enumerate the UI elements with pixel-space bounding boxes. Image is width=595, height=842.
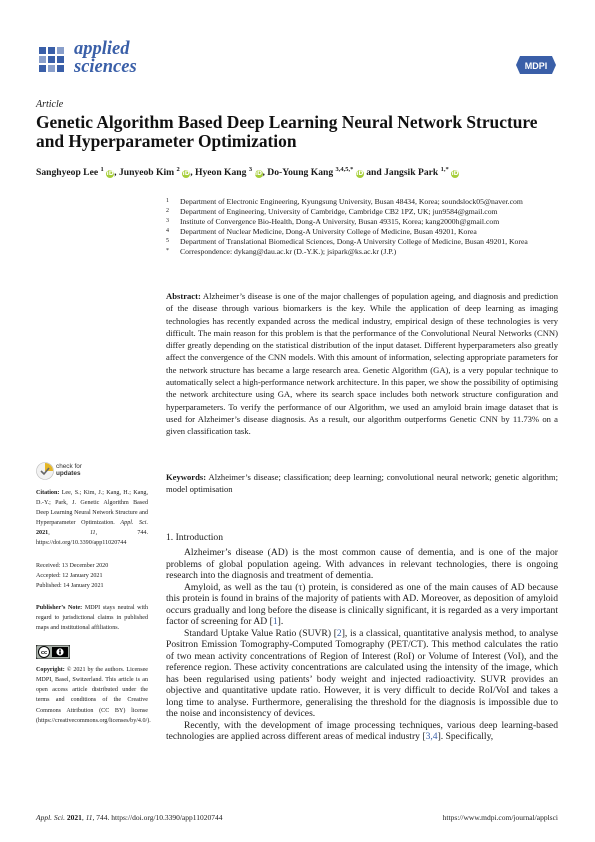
footer-citation: Appl. Sci. 2021, 11, 744. https://doi.org/10.3390/app11020744 <box>36 813 223 822</box>
cc-logo-text: cc <box>40 650 48 657</box>
check-updates-line1: check for <box>56 463 82 470</box>
check-for-updates-button[interactable] <box>36 461 126 483</box>
affiliation-number: 3 <box>166 218 169 225</box>
orcid-icon[interactable]: iD <box>254 170 263 178</box>
author-affiliation-sup: 3 <box>248 166 253 173</box>
author-list: Sanghyeop Lee $^1$ iD, Junyeob Kim $^2$ iD, Hyeon Kang $^3$ iD, Do-Young Kang $^{3,4,5,*}$ iD and Jangsik Park $^{1,*}$ iD <box>36 166 459 179</box>
author-name: Jangsik Park <box>384 167 441 179</box>
author-name: Sanghyeop Lee <box>36 167 101 179</box>
affiliation-text: Department of Electronic Engineering, Kyungsung University, Busan 48434, Korea; soundslock05@naver.com <box>180 197 523 206</box>
orcid-icon[interactable]: iD <box>451 170 459 178</box>
citation-year: 2021 <box>36 530 49 537</box>
affiliation-text: Department of Nuclear Medicine, Dong-A University College of Medicine, Busan 49201, Korea <box>180 227 477 237</box>
journal-name-line2: sciences <box>74 57 137 77</box>
dates <box>36 561 148 591</box>
affiliation-number: 2 <box>166 208 169 215</box>
affiliation-item <box>166 217 566 227</box>
page-footer <box>36 813 558 822</box>
author-affiliation-sup: 1,* <box>440 166 449 173</box>
abstract <box>166 290 558 438</box>
mdpi-logo-text: MDPI <box>524 61 548 71</box>
accepted-date: Accepted: 12 January 2021 <box>36 572 103 579</box>
affiliation-item <box>166 247 566 257</box>
citation-link[interactable]: 3,4 <box>425 731 438 742</box>
mdpi-logo[interactable] <box>516 54 556 76</box>
affiliation-number: 1 <box>166 198 169 204</box>
author[interactable] <box>195 167 263 178</box>
affiliations <box>166 197 566 258</box>
publishers-note <box>36 603 148 633</box>
paper-title: Genetic Algorithm Based Deep Learning Neural Network Structure and Hyperparameter Optimization <box>36 112 538 151</box>
citation-link[interactable]: 1 <box>272 616 278 627</box>
abstract-label: Abstract: <box>166 291 201 301</box>
paragraph: Alzheimer’s disease (AD) is the most common cause of dementia, and is one of the major problems of global population ageing. With advances in relevant technologies, there is ongoing research into the diagnosis and treatment of dementia. <box>166 547 558 581</box>
journal-logo-icon <box>36 44 68 76</box>
author-affiliation-sup: 2 <box>176 166 180 173</box>
citation-volume: 11 <box>89 530 96 537</box>
author-name: Do-Young Kang <box>267 167 336 179</box>
author[interactable] <box>384 167 459 178</box>
paragraph: Amyloid, as well as the tau (τ) protein, is considered as one of the main causes of AD because this protein is found in brains of the majority of patients with AD. Moreover, as deposition of amyloid occurs gradually and long before the disease is clinically significant, it is regarded as a very important factor of screening for AD [1]. <box>166 581 558 627</box>
citation-journal: Appl. Sci. <box>120 520 148 527</box>
cc-by-license-icon[interactable] <box>36 645 70 659</box>
affiliation-item <box>166 237 566 247</box>
citation-label: Citation: <box>36 490 60 496</box>
publishers-note-text: MDPI stays neutral with regard to jurisdictional claims in published maps and institutional affiliations. <box>36 604 149 632</box>
journal-name-line1: applied <box>74 39 130 59</box>
affiliation-number: 5 <box>166 238 169 245</box>
author-name: Hyeon Kang <box>195 167 249 179</box>
journal-name[interactable] <box>74 40 137 76</box>
keywords <box>166 471 558 496</box>
citation-text: Lee, S.; Kim, J.; Kang, H.; Kang, D.-Y.; Park, J. Genetic Algorithm Based Deep Learning Neural Network Structure and Hyperparameter Optimization. <box>36 490 148 527</box>
author[interactable] <box>267 167 364 178</box>
copyright-text: © 2021 by the authors. Licensee MDPI, Basel, Switzerland. This article is an open access article distributed under the terms and conditions of the Creative Commons Attribution (CC BY) license (https://creativecommons.org/licenses/by/4.0/). <box>36 667 151 724</box>
citation: Citation: Lee, S.; Kim, J.; Kang, H.; Kang, D.-Y.; Park, J. Genetic Algorithm Based Deep Learning Neural Network Structure and Hyperparameter Optimization. Appl. Sci. 2021, 11, 744. https://doi.org/10.3390/app11020744 <box>36 490 148 547</box>
author[interactable] <box>36 167 114 178</box>
author[interactable] <box>119 167 190 178</box>
abstract-text: Alzheimer’s disease is one of the major challenges of population ageing, and diagnosis and prediction of the disease through various biomarkers is the key. While the application of deep learning as imaging technologies has recently expanded across the medical industry, empirical design of these technologies is very difficult. The main reason for this problem is that the performance of the Convolutional Neural Networks (CNN) differ greatly depending on the statistical distribution of the input dataset. Different hyperparameters also greatly affect the convergence of the CNN models. With this amount of information, selecting appropriate parameters for the network structure has became a large research area. Genetic Algorithm (GA), is a very popular technique to automatically select a high-performance network architecture. In this paper, we show the possibility of optimising the network architecture using GA, where its search space includes both network structure configuration and hyperparameters. To verify the performance of our Algorithm, we used an amyloid brain image dataset that is used for Alzheimer’s disease diagnosis. As a result, our algorithm outperforms Genetic CNN by 11.73% on a given classification task. <box>166 291 558 437</box>
affiliation-item <box>166 207 566 217</box>
orcid-icon[interactable]: iD <box>356 170 364 178</box>
copyright-label: Copyright: <box>36 667 65 674</box>
body-text <box>166 547 558 743</box>
received-date: Received: 13 December 2020 <box>36 562 109 569</box>
author-name: Junyeob Kim <box>118 167 177 179</box>
paragraph: Recently, with the development of image processing techniques, various deep learning-based technologies are applied across different areas of medical industry [3,4]. Specifically, <box>166 719 558 742</box>
keywords-label: Keywords: <box>166 472 207 482</box>
author-affiliation-sup: 3,4,5,* <box>335 166 354 173</box>
citation-doi[interactable]: , 744. https://doi.org/10.3390/app11020744 <box>36 530 148 547</box>
author-affiliation-sup: 1 <box>100 166 104 173</box>
affiliation-text: Institute of Convergence Bio-Health, Dong-A University, Busan 49315, Korea; kang2000h@gmail.com <box>180 217 500 227</box>
footer-journal-url[interactable]: https://www.mdpi.com/journal/applsci <box>442 813 558 822</box>
keywords-text: Alzheimer’s disease; classification; deep learning; convolutional neural network; genetic algorithm; model optimisation <box>166 472 558 495</box>
affiliation-text: Correspondence: dykang@dau.ac.kr (D.-Y.K.); jsipark@ks.ac.kr (J.P.) <box>180 247 397 257</box>
article-type: Article <box>36 99 64 110</box>
copyright <box>36 665 151 726</box>
orcid-icon[interactable]: iD <box>106 170 114 178</box>
section-heading: 1. Introduction <box>166 532 224 543</box>
sidebar <box>36 488 151 738</box>
affiliation-text: Department of Translational Biomedical Sciences, Dong-A University College of Medicine, Busan 49201, Korea <box>180 237 528 247</box>
published-date: Published: 14 January 2021 <box>36 582 104 589</box>
check-updates-icon <box>36 461 54 481</box>
affiliation-item <box>166 227 566 237</box>
orcid-icon[interactable]: iD <box>182 170 190 178</box>
affiliation-text: Department of Engineering, University of Cambridge, Cambridge CB2 1PZ, UK; jun9584@gmail.com <box>180 207 498 217</box>
publishers-note-label: Publisher’s Note: <box>36 604 83 611</box>
affiliation-number: 4 <box>166 228 169 235</box>
affiliation-number: * <box>166 248 169 255</box>
affiliation-item <box>166 197 566 207</box>
check-updates-line2: updates <box>56 470 81 477</box>
citation-link[interactable]: 2 <box>336 627 342 639</box>
paragraph: Standard Uptake Value Ratio (SUVR) [2], is a classical, quantitative analysis method, to analyse Positron Emission Tomography-Computed Tomography (PET/CT). This method calculates the ratio of two mean activity concentrations of Region of Interest (RoI) or Volume of Interest (VoI), and the reference region. These activity concentrations are calculated using the intensity of the image, which has been regularised using patients’ body weight and injected radioactivity. SUVR provides an objective and quantitative update ratio. However, it is very difficult to decide RoI/VoI and takes a long time to analyse. Furthermore, generalising the threshold for the diagnosis is impossible due to the noise and inconsistency of devices. <box>166 627 558 719</box>
